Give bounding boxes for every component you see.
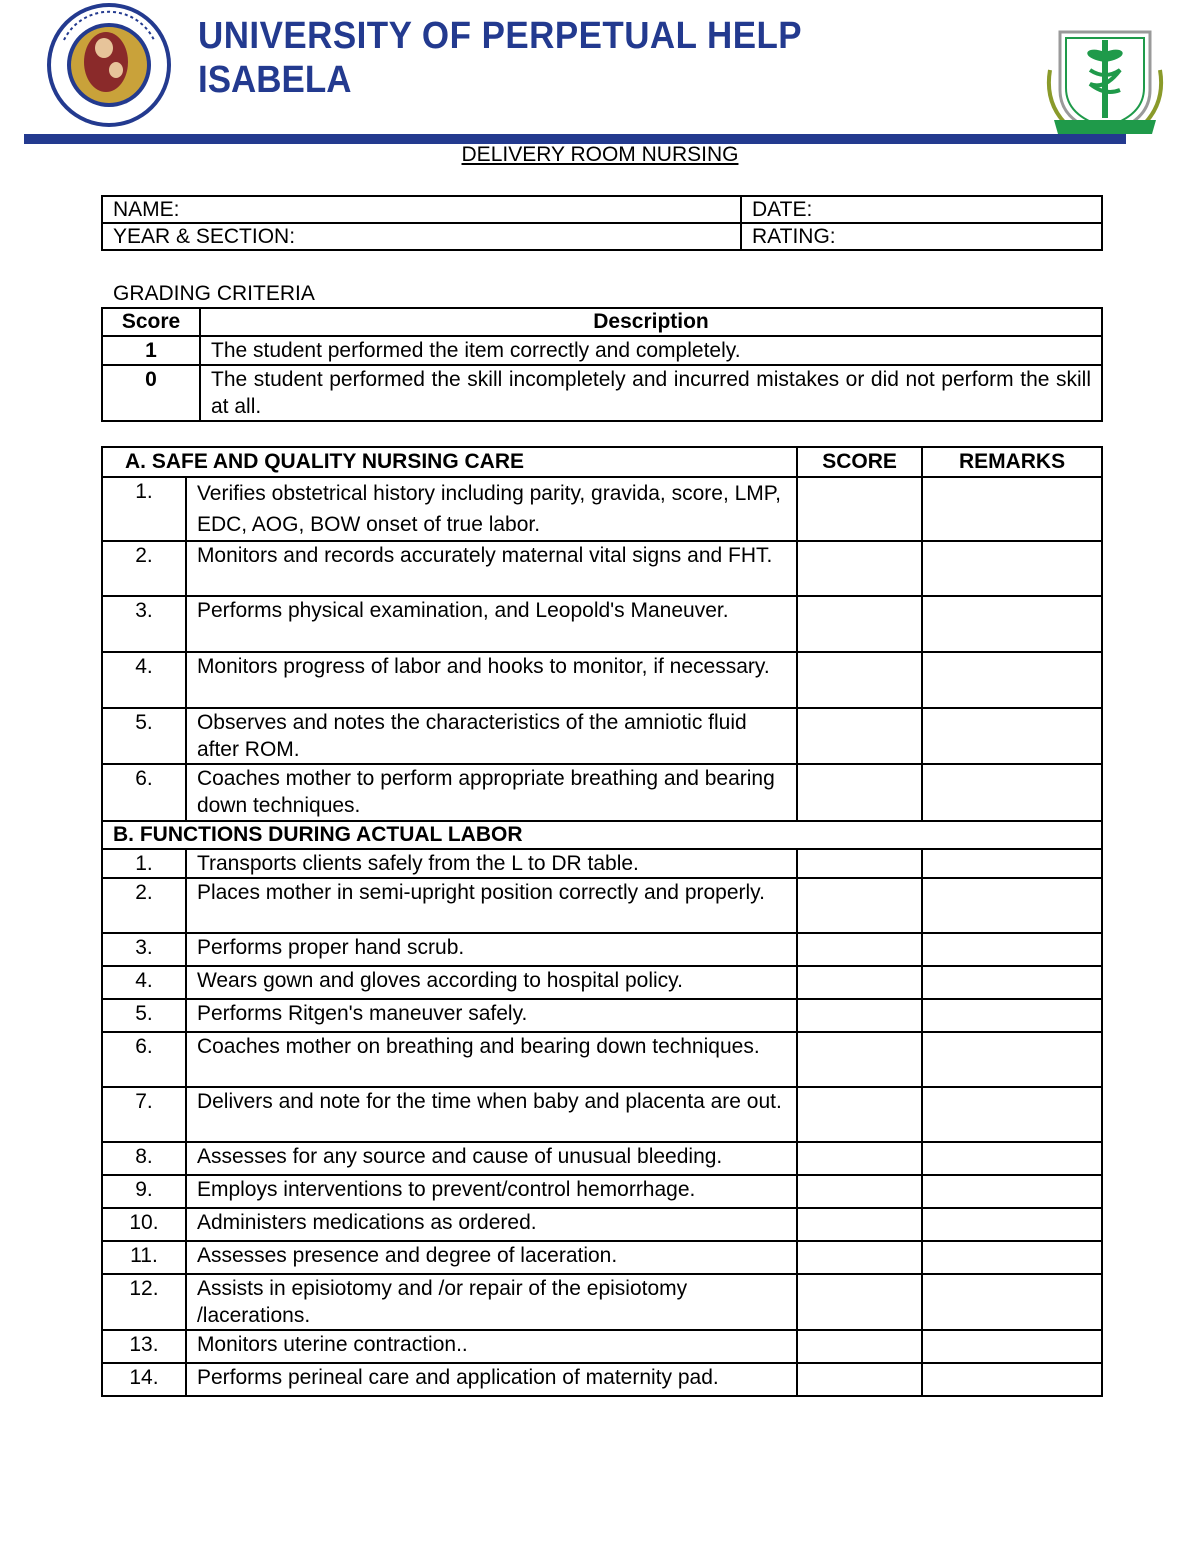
score-cell[interactable] [797, 849, 922, 878]
college-of-nursing-crest [1040, 10, 1170, 140]
item-description: Assesses for any source and cause of unusual bleeding. [186, 1142, 797, 1175]
table-row [102, 1087, 1102, 1142]
table-row [102, 1032, 1102, 1087]
remarks-cell[interactable] [922, 1330, 1102, 1363]
score-cell[interactable] [797, 878, 922, 933]
item-number: 2. [102, 541, 186, 596]
remarks-cell[interactable] [922, 708, 1102, 764]
score-cell[interactable] [797, 1087, 922, 1142]
score-cell[interactable] [797, 596, 922, 652]
item-description: Monitors uterine contraction.. [186, 1330, 797, 1363]
item-description: Employs interventions to prevent/control hemorrhage. [186, 1175, 797, 1208]
score-header: Score [102, 308, 200, 336]
remarks-cell[interactable] [922, 1363, 1102, 1396]
score-cell[interactable] [797, 1274, 922, 1330]
remarks-column-header: REMARKS [922, 447, 1102, 477]
item-description: Transports clients safely from the L to DR table. [186, 849, 797, 878]
item-number: 14. [102, 1363, 186, 1396]
item-description: Performs perineal care and application of maternity pad. [186, 1363, 797, 1396]
grading-criteria-table [101, 307, 1103, 422]
item-number: 5. [102, 999, 186, 1032]
table-row [102, 933, 1102, 966]
item-description: Performs Ritgen's maneuver safely. [186, 999, 797, 1032]
item-number: 9. [102, 1175, 186, 1208]
remarks-cell[interactable] [922, 966, 1102, 999]
item-number: 13. [102, 1330, 186, 1363]
score-cell[interactable] [797, 764, 922, 821]
remarks-cell[interactable] [922, 1087, 1102, 1142]
score-cell[interactable] [797, 541, 922, 596]
table-row [102, 1175, 1102, 1208]
remarks-cell[interactable] [922, 999, 1102, 1032]
item-number: 6. [102, 764, 186, 821]
item-description: Performs physical examination, and Leopold's Maneuver. [186, 596, 797, 652]
grading-description: The student performed the item correctly and completely. [200, 336, 1102, 365]
item-description: Performs proper hand scrub. [186, 933, 797, 966]
score-cell[interactable] [797, 966, 922, 999]
score-cell[interactable] [797, 652, 922, 708]
score-cell[interactable] [797, 999, 922, 1032]
table-row [102, 1142, 1102, 1175]
table-row [102, 966, 1102, 999]
score-cell[interactable] [797, 1208, 922, 1241]
item-number: 6. [102, 1032, 186, 1087]
item-number: 11. [102, 1241, 186, 1274]
item-description: Coaches mother to perform appropriate breathing and bearing down techniques. [186, 764, 797, 821]
university-name: UNIVERSITY OF PERPETUAL HELP [198, 15, 803, 57]
table-row [102, 849, 1102, 878]
item-number: 12. [102, 1274, 186, 1330]
item-description: Assists in episiotomy and /or repair of the episiotomy /lacerations. [186, 1274, 797, 1330]
remarks-cell[interactable] [922, 1142, 1102, 1175]
table-row [102, 1330, 1102, 1363]
table-row [102, 708, 1102, 764]
section-a-title: A. SAFE AND QUALITY NURSING CARE [102, 447, 797, 477]
score-cell[interactable] [797, 708, 922, 764]
item-number: 8. [102, 1142, 186, 1175]
checklist-table [101, 446, 1103, 1397]
rating-field[interactable]: RATING: [741, 223, 1102, 250]
score-column-header: SCORE [797, 447, 922, 477]
grading-score: 1 [102, 336, 200, 365]
item-number: 3. [102, 933, 186, 966]
remarks-cell[interactable] [922, 477, 1102, 541]
item-description: Wears gown and gloves according to hospital policy. [186, 966, 797, 999]
item-number: 2. [102, 878, 186, 933]
item-number: 3. [102, 596, 186, 652]
score-cell[interactable] [797, 1175, 922, 1208]
university-seal-logo [44, 0, 174, 130]
score-cell[interactable] [797, 933, 922, 966]
table-row [102, 477, 1102, 541]
table-row [102, 541, 1102, 596]
item-number: 4. [102, 652, 186, 708]
score-cell[interactable] [797, 1142, 922, 1175]
table-row [102, 878, 1102, 933]
score-cell[interactable] [797, 1032, 922, 1087]
student-info-table [101, 195, 1103, 251]
item-description: Delivers and note for the time when baby and placenta are out. [186, 1087, 797, 1142]
item-number: 7. [102, 1087, 186, 1142]
grading-row [102, 336, 1102, 365]
table-row [102, 652, 1102, 708]
score-cell[interactable] [797, 477, 922, 541]
table-row [102, 999, 1102, 1032]
remarks-cell[interactable] [922, 764, 1102, 821]
item-description: Observes and notes the characteristics of the amniotic fluid after ROM. [186, 708, 797, 764]
remarks-cell[interactable] [922, 1032, 1102, 1087]
campus-name: ISABELA [198, 59, 352, 101]
remarks-cell[interactable] [922, 849, 1102, 878]
section-b-title: B. FUNCTIONS DURING ACTUAL LABOR [102, 821, 1102, 849]
item-number: 10. [102, 1208, 186, 1241]
grading-criteria-label: GRADING CRITERIA [113, 282, 315, 305]
remarks-cell[interactable] [922, 541, 1102, 596]
grading-description: The student performed the skill incompletely and incurred mistakes or did not perform the skill at all. [200, 365, 1102, 421]
remarks-cell[interactable] [922, 652, 1102, 708]
table-row [102, 1363, 1102, 1396]
item-description: Places mother in semi-upright position correctly and properly. [186, 878, 797, 933]
grading-row [102, 365, 1102, 421]
table-row [102, 764, 1102, 821]
item-number: 1. [102, 849, 186, 878]
item-number: 5. [102, 708, 186, 764]
item-description: Coaches mother on breathing and bearing down techniques. [186, 1032, 797, 1087]
table-row [102, 1208, 1102, 1241]
remarks-cell[interactable] [922, 878, 1102, 933]
item-description: Monitors and records accurately maternal vital signs and FHT. [186, 541, 797, 596]
remarks-cell[interactable] [922, 596, 1102, 652]
year-section-field[interactable]: YEAR & SECTION: [102, 223, 741, 250]
remarks-cell[interactable] [922, 1175, 1102, 1208]
remarks-cell[interactable] [922, 933, 1102, 966]
item-description: Administers medications as ordered. [186, 1208, 797, 1241]
remarks-cell[interactable] [922, 1274, 1102, 1330]
item-description: Monitors progress of labor and hooks to monitor, if necessary. [186, 652, 797, 708]
item-description: Assesses presence and degree of laceration. [186, 1241, 797, 1274]
description-header: Description [200, 308, 1102, 336]
grading-score: 0 [102, 365, 200, 421]
remarks-cell[interactable] [922, 1241, 1102, 1274]
name-field[interactable]: NAME: [102, 196, 741, 223]
table-row [102, 1241, 1102, 1274]
remarks-cell[interactable] [922, 1208, 1102, 1241]
score-cell[interactable] [797, 1241, 922, 1274]
item-number: 1. [102, 477, 186, 541]
item-number: 4. [102, 966, 186, 999]
document-title: DELIVERY ROOM NURSING [461, 143, 739, 166]
date-field[interactable]: DATE: [741, 196, 1102, 223]
score-cell[interactable] [797, 1363, 922, 1396]
item-description: Verifies obstetrical history including parity, gravida, score, LMP, EDC, AOG, BOW onset of true labor. [186, 477, 797, 541]
table-row [102, 1274, 1102, 1330]
table-row [102, 596, 1102, 652]
score-cell[interactable] [797, 1330, 922, 1363]
